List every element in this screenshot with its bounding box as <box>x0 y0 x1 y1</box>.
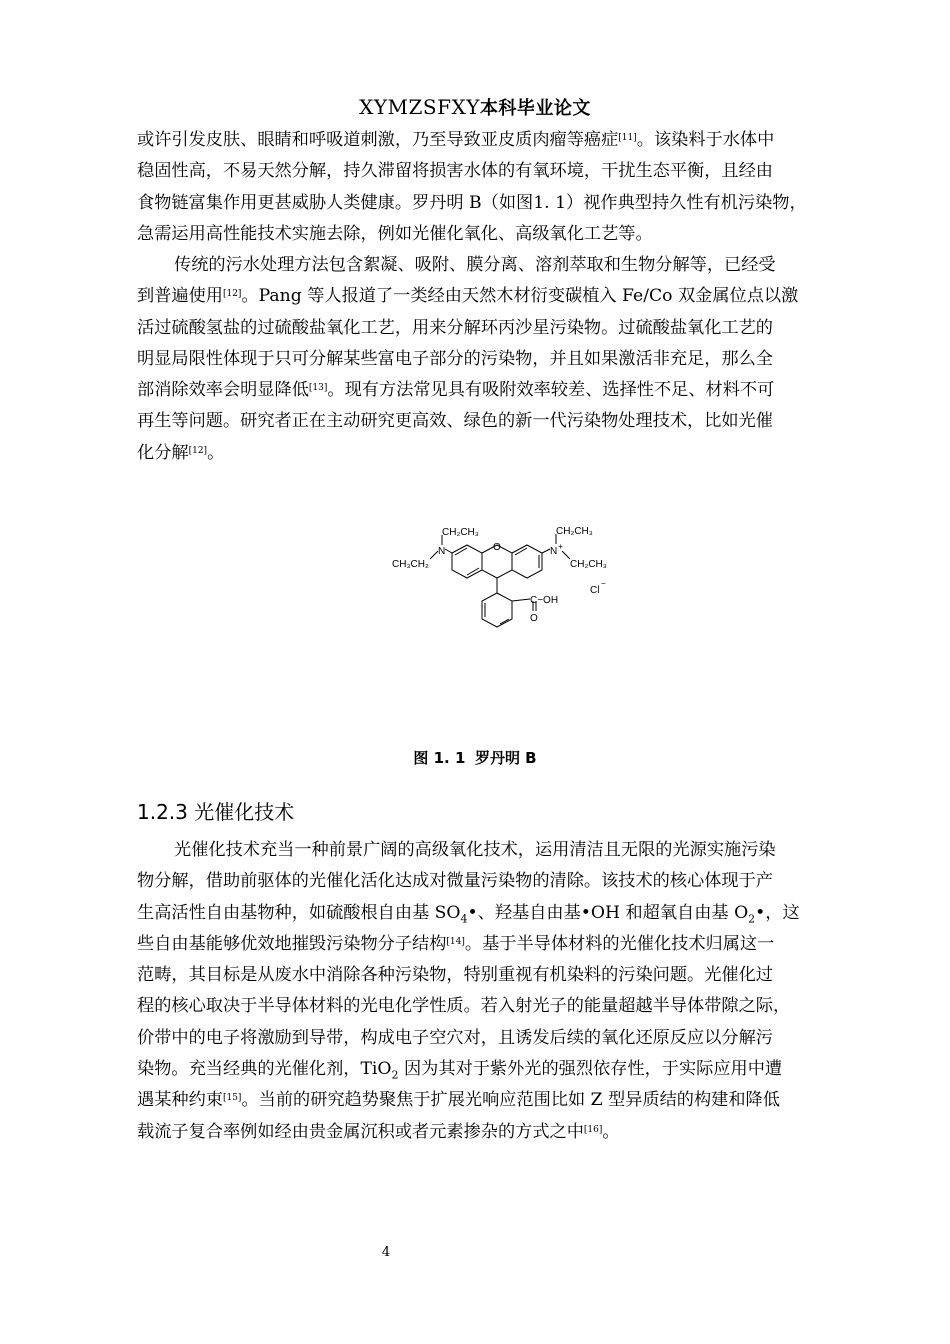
section-number: 1.2.3 <box>137 800 188 824</box>
page-number: 4 <box>381 1245 391 1260</box>
ethyl-label: CH₂CH₃ <box>442 527 479 538</box>
nitrogen-label: N <box>550 546 558 557</box>
text-line: 光催化技术充当一种前景广阔的高级氧化技术，运用清洁且无限的光源实施污染 <box>174 840 776 860</box>
ethyl-label: CH₃CH₂ <box>392 559 429 570</box>
chloride-label: Cl <box>590 585 600 596</box>
oxygen-label: O <box>530 613 538 624</box>
text-run: 化分解 <box>137 442 189 463</box>
page-header <box>0 94 950 120</box>
text-run: 遇某种约束 <box>137 1090 223 1111</box>
carboxyl-label: C−OH <box>530 595 559 606</box>
text-line <box>137 898 863 929</box>
text-line: 再生等问题。研究者正在主动研究更高效、绿色的新一代污染物处理技术，比如光催 <box>137 411 773 432</box>
text-line <box>137 1117 863 1148</box>
text-run: 。当前的研究趋势聚焦于扩展光响应范围比如 Z 型异质结的构建和降低 <box>241 1090 780 1111</box>
text-line <box>137 1054 863 1085</box>
rhodamine-b-structure <box>390 525 640 645</box>
paragraph-3 <box>137 835 863 1148</box>
text-run: 染物。充当经典的光催化剂，TiO <box>137 1059 392 1080</box>
bond <box>512 599 530 601</box>
subscript: 2 <box>391 1068 399 1082</box>
text-run: 生高活性自由基物种，如硫酸根自由基 SO <box>137 902 461 923</box>
header-chinese: 本科毕业论文 <box>479 98 591 119</box>
left-ring <box>452 545 482 578</box>
text-run: 。Pang 等人报道了一类经由天然木材衍变碳植入 Fe/Co 双金属位点以激 <box>241 286 799 307</box>
text-run: •、羟基自由基•OH 和超氧自由基 O <box>467 902 749 923</box>
text-line: 明显局限性体现于只可分解某些富电子部分的污染物，并且如果激活非充足，那么全 <box>137 348 773 369</box>
citation: [12] <box>222 289 242 300</box>
text-run: 到普遍使用 <box>137 286 223 307</box>
text-line <box>137 929 863 960</box>
citation: [13] <box>308 383 328 394</box>
text-line: 活过硫酸氢盐的过硫酸盐氧化工艺，用来分解环丙沙星污染物。过硫酸盐氧化工艺的 <box>137 317 773 338</box>
double-bond <box>467 568 479 575</box>
header-latin: XYMZSFXY <box>359 95 480 119</box>
text-line: 价带中的电子将激励到导带，构成电子空穴对，且诱发后续的氧化还原反应以分解污 <box>137 1027 773 1048</box>
citation: [15] <box>222 1093 242 1104</box>
text-line <box>137 438 863 469</box>
paragraph-1 <box>137 125 863 250</box>
text-line: 传统的污水处理方法包含絮凝、吸附、膜分离、溶剂萃取和生物分解等，已经受 <box>174 255 776 275</box>
subscript: 4 <box>460 912 468 926</box>
text-run: 或许引发皮肤、眼睛和呼吸道刺激，乃至导致亚皮质肉瘤等癌症 <box>137 130 619 150</box>
ethyl-label: CH₂CH₃ <box>570 559 607 570</box>
text-run: 。基于半导体材料的光催化技术归属这一 <box>464 933 775 954</box>
double-bond <box>455 548 467 555</box>
bond <box>542 549 550 553</box>
text-line <box>137 125 863 156</box>
citation: [16] <box>583 1124 603 1135</box>
text-run: 些自由基能够优效地摧毁污染物分子结构 <box>137 933 447 954</box>
bond <box>445 549 452 553</box>
section-heading <box>137 796 294 825</box>
text-line: 食物链富集作用更甚威胁人类健康。罗丹明 B（如图1. 1）视作典型持久性有机污染物， <box>137 192 807 213</box>
citation: [12] <box>188 445 208 456</box>
caption-number: 图 1. 1 <box>413 749 466 767</box>
figure-caption <box>0 747 950 768</box>
text-run: 。 <box>602 1121 620 1142</box>
phenyl-ring <box>482 593 512 627</box>
text-line <box>137 1085 863 1116</box>
citation: [14] <box>446 936 465 947</box>
double-bond <box>515 548 527 555</box>
text-run: 部消除效率会明显降低 <box>137 380 309 401</box>
text-line: 物分解，借助前驱体的光催化活化达成对微量污染物的清除。该技术的核心体现于产 <box>137 871 773 892</box>
text-run: 因为其对于紫外光的强烈依存性，于实际应用中遭 <box>398 1059 783 1080</box>
charge-label: + <box>558 542 563 551</box>
paragraph-2 <box>137 250 863 469</box>
citation: [11] <box>618 133 637 143</box>
text-run: 。现有方法常见具有吸附效率较差、选择性不足、材料不可 <box>327 380 775 401</box>
text-run: •，这 <box>755 902 800 923</box>
text-line: 范畴，其目标是从废水中消除各种污染物，特别重视有机染料的污染问题。光催化过 <box>137 965 773 986</box>
caption-text: 罗丹明 B <box>474 749 537 767</box>
bond <box>430 551 438 559</box>
text-line <box>137 375 863 406</box>
text-line: 稳固性高，不易天然分解，持久滞留将损害水体的有氧环境，干扰生态平衡，且经由 <box>137 161 773 182</box>
text-line: 程的核心取决于半导体材料的光电化学性质。若入射光子的能量超越半导体带隙之际， <box>137 996 791 1017</box>
section-title: 光催化技术 <box>194 800 295 824</box>
subscript: 2 <box>748 912 756 926</box>
oxygen-label: O <box>493 542 501 553</box>
text-run: 载流子复合率例如经由贵金属沉积或者元素掺杂的方式之中 <box>137 1121 584 1142</box>
text-run: 。 <box>207 442 225 463</box>
charge-label: − <box>601 579 606 588</box>
ethyl-label: CH₂CH₃ <box>556 526 593 537</box>
nitrogen-label: N <box>438 546 446 557</box>
text-run: 。该染料于水体中 <box>636 130 775 150</box>
bond <box>562 551 570 559</box>
text-line: 急需运用高性能技术实施去除，例如光催化氧化、高级氧化工艺等。 <box>137 223 653 244</box>
text-line <box>137 281 863 312</box>
right-ring <box>512 545 542 578</box>
